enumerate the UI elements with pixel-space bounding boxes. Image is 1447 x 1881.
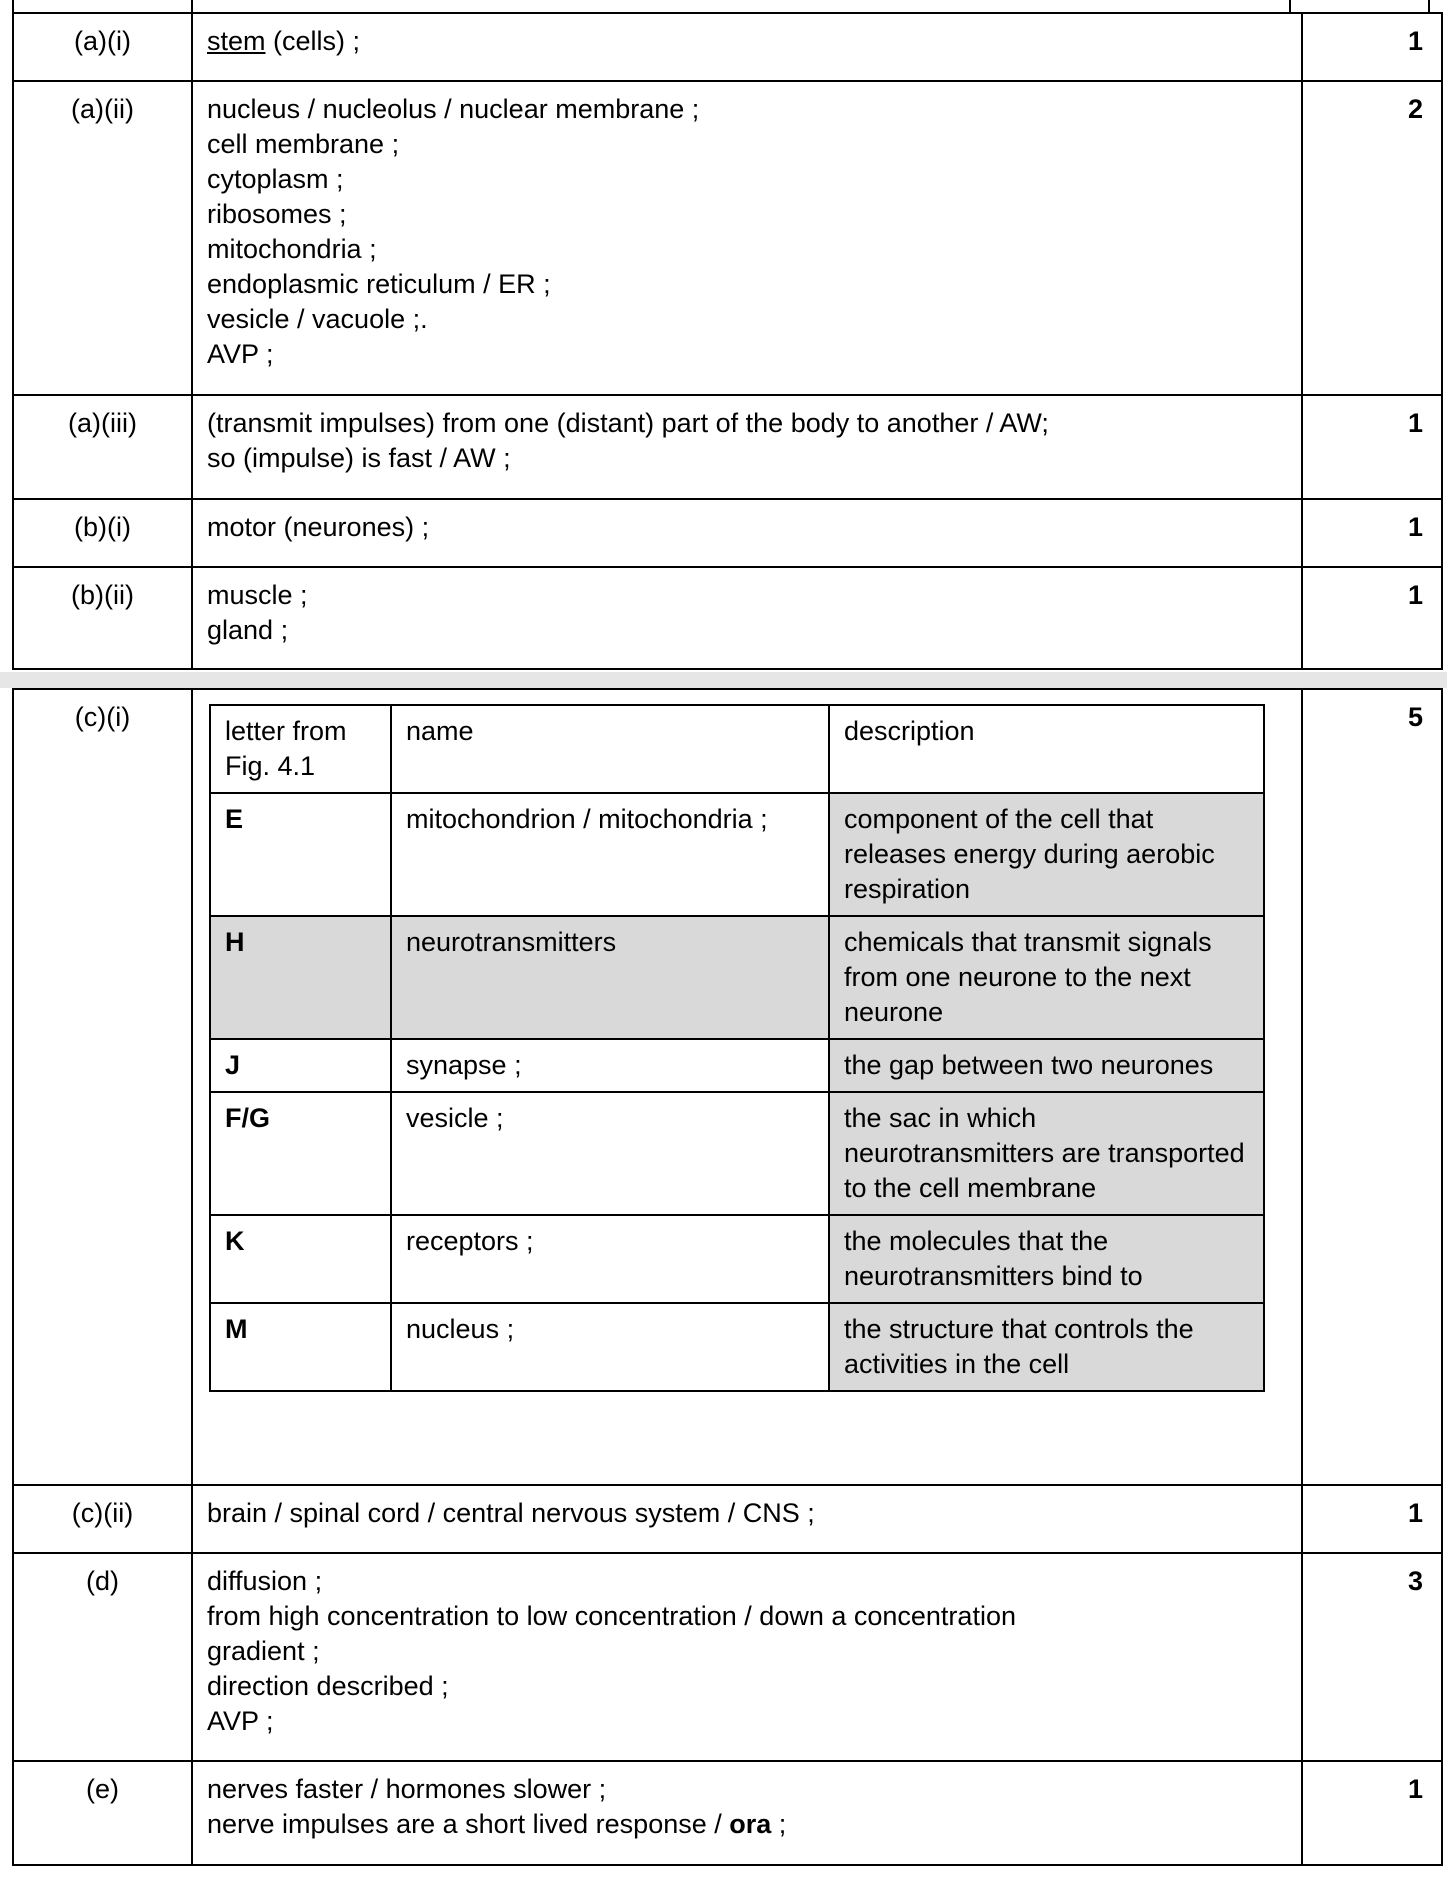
mark-value: 1: [1302, 567, 1442, 669]
answer-cell: [192, 81, 1302, 395]
description-cell: the gap between two neurones: [829, 1039, 1264, 1092]
question-number: (b)(ii): [13, 567, 192, 669]
name-cell: nucleus ;: [391, 1303, 829, 1391]
mark-value: 2: [1302, 81, 1442, 395]
row-c-i: [13, 689, 1442, 1485]
answer-line: motor (neurones) ;: [207, 512, 430, 542]
mark-value: 1: [1302, 1761, 1442, 1865]
answer-cell: [192, 1553, 1302, 1761]
answer-line: nucleus / nucleolus / nuclear membrane ;: [207, 94, 700, 124]
answer-line: nerves faster / hormones slower ;: [207, 1774, 607, 1804]
header-letter: letter from Fig. 4.1: [210, 705, 391, 793]
answer-cell: [192, 499, 1302, 567]
letter-cell: M: [210, 1303, 391, 1391]
key-word: stem: [207, 26, 266, 56]
name-cell: synapse ;: [391, 1039, 829, 1092]
mark-scheme-table-bottom: [12, 688, 1443, 1866]
answer-cell: [192, 13, 1302, 81]
mark-value: 5: [1302, 689, 1442, 1485]
mark-value: 1: [1302, 499, 1442, 567]
mark-value: 1: [1302, 1485, 1442, 1553]
answer-line: cell membrane ;: [207, 129, 400, 159]
answer-line: ribosomes ;: [207, 199, 347, 229]
answer-line: cytoplasm ;: [207, 164, 344, 194]
question-number: (c)(i): [13, 689, 192, 1485]
description-cell: the structure that controls the activities in the cell: [829, 1303, 1264, 1391]
answer-cell: [192, 395, 1302, 499]
inner-row: [210, 1039, 1264, 1092]
mark-scheme-table-top: [12, 12, 1443, 670]
ora-keyword: ora: [729, 1809, 772, 1839]
question-number: (a)(i): [13, 13, 192, 81]
mark-value: 1: [1302, 13, 1442, 81]
question-number: (c)(ii): [13, 1485, 192, 1553]
page-break-gap: [0, 672, 1447, 688]
inner-row: [210, 916, 1264, 1039]
question-number: (e): [13, 1761, 192, 1865]
question-number: (a)(ii): [13, 81, 192, 395]
row-b-ii: [13, 567, 1442, 669]
name-cell: neurotransmitters: [391, 916, 829, 1039]
answer-line: muscle ;: [207, 580, 308, 610]
answer-cell: [192, 689, 1302, 1485]
answer-line: AVP ;: [207, 1706, 274, 1736]
answer-line: vesicle / vacuole ;.: [207, 304, 428, 334]
answer-text: nerve impulses are a short lived response /: [207, 1809, 730, 1839]
answer-line: brain / spinal cord / central nervous system / CNS ;: [207, 1498, 815, 1528]
answer-line: (transmit impulses) from one (distant) part of the body to another / AW;: [207, 408, 1049, 438]
name-cell: mitochondrion / mitochondria ;: [391, 793, 829, 916]
inner-row: [210, 1303, 1264, 1391]
answer-line: so (impulse) is fast / AW ;: [207, 443, 511, 473]
letter-cell: E: [210, 793, 391, 916]
question-number: (d): [13, 1553, 192, 1761]
mark-value: 3: [1302, 1553, 1442, 1761]
question-number: (b)(i): [13, 499, 192, 567]
name-cell: vesicle ;: [391, 1092, 829, 1215]
name-cell: receptors ;: [391, 1215, 829, 1303]
row-e: [13, 1761, 1442, 1865]
answer-line: [207, 1807, 1287, 1842]
answer-cell: [192, 1761, 1302, 1865]
row-c-ii: [13, 1485, 1442, 1553]
answer-line: direction described ;: [207, 1671, 449, 1701]
answer-line: endoplasmic reticulum / ER ;: [207, 269, 551, 299]
answer-text: ;: [771, 1809, 787, 1839]
answer-line: gland ;: [207, 615, 289, 645]
answer-text: (cells) ;: [265, 26, 361, 56]
letter-cell: J: [210, 1039, 391, 1092]
description-cell: the molecules that the neurotransmitters bind to: [829, 1215, 1264, 1303]
row-a-i: [13, 13, 1442, 81]
description-cell: chemicals that transmit signals from one neurone to the next neurone: [829, 916, 1264, 1039]
row-a-iii: [13, 395, 1442, 499]
description-cell: component of the cell that releases energy during aerobic respiration: [829, 793, 1264, 916]
inner-header-row: [210, 705, 1264, 793]
inner-row: [210, 1215, 1264, 1303]
description-cell: the sac in which neurotransmitters are transported to the cell membrane: [829, 1092, 1264, 1215]
question-number: (a)(iii): [13, 395, 192, 499]
answer-cell: [192, 567, 1302, 669]
answer-line: mitochondria ;: [207, 234, 377, 264]
inner-row: [210, 793, 1264, 916]
answer-line: diffusion ;: [207, 1566, 323, 1596]
header-name: name: [391, 705, 829, 793]
letter-cell: K: [210, 1215, 391, 1303]
row-a-ii: [13, 81, 1442, 395]
header-description: description: [829, 705, 1264, 793]
answer-cell: [192, 1485, 1302, 1553]
answer-line: AVP ;: [207, 339, 274, 369]
answer-line: from high concentration to low concentration / down a concentration: [207, 1601, 1016, 1631]
row-d: [13, 1553, 1442, 1761]
letter-cell: F/G: [210, 1092, 391, 1215]
neurone-parts-table: [209, 704, 1265, 1392]
letter-cell: H: [210, 916, 391, 1039]
row-b-i: [13, 499, 1442, 567]
answer-line: gradient ;: [207, 1636, 320, 1666]
inner-row: [210, 1092, 1264, 1215]
mark-value: 1: [1302, 395, 1442, 499]
